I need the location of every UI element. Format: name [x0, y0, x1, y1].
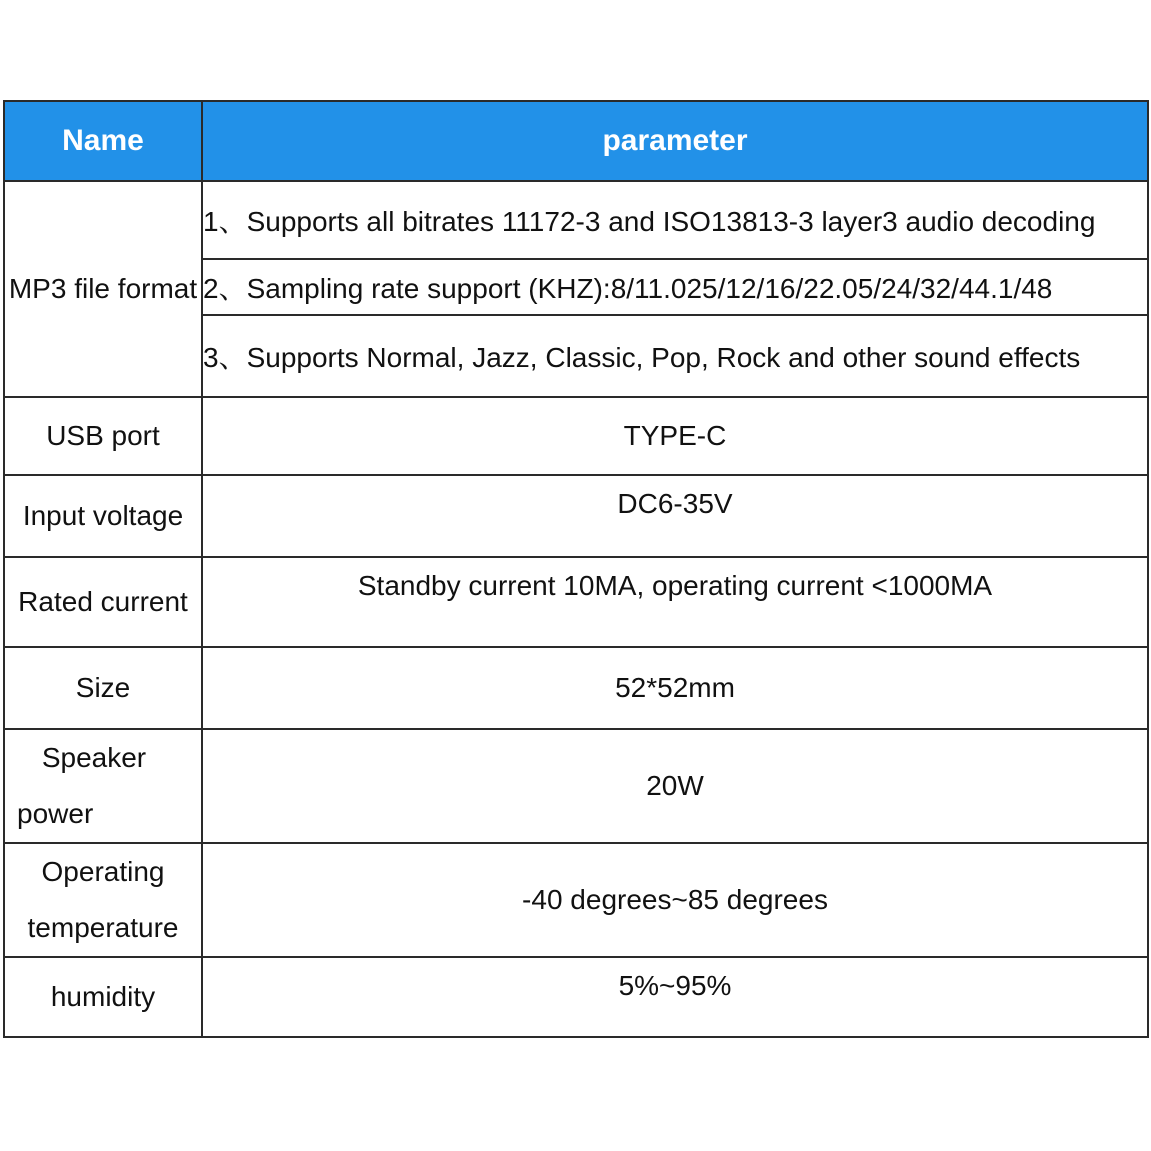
current-name: Rated current	[4, 557, 202, 647]
spec-table	[3, 100, 1149, 1038]
table-row	[4, 843, 1148, 957]
humidity-value: 5%~95%	[202, 957, 1148, 1037]
table-row	[4, 181, 1148, 259]
voltage-name: Input voltage	[4, 475, 202, 557]
table-row	[4, 729, 1148, 843]
current-value: Standby current 10MA, operating current <1000MA	[202, 557, 1148, 647]
table-row	[4, 397, 1148, 475]
mp3-item-1: 1、Supports all bitrates 11172-3 and ISO13813-3 layer3 audio decoding	[202, 181, 1148, 259]
mp3-item-3: 3、Supports Normal, Jazz, Classic, Pop, Rock and other sound effects	[202, 315, 1148, 397]
header-row	[4, 101, 1148, 181]
table-row	[4, 557, 1148, 647]
header-name: Name	[4, 101, 202, 181]
humidity-name: humidity	[4, 957, 202, 1037]
usb-value: TYPE-C	[202, 397, 1148, 475]
temperature-name-line2: temperature	[27, 912, 179, 943]
mp3-name: MP3 file format	[4, 181, 202, 397]
table-row	[4, 647, 1148, 729]
temperature-value: -40 degrees~85 degrees	[202, 843, 1148, 957]
speaker-value: 20W	[202, 729, 1148, 843]
temperature-name	[4, 843, 202, 957]
usb-name: USB port	[4, 397, 202, 475]
speaker-name-line1: Speaker	[41, 742, 147, 773]
size-value: 52*52mm	[202, 647, 1148, 729]
speaker-name	[4, 729, 202, 843]
size-name: Size	[4, 647, 202, 729]
mp3-item-2: 2、Sampling rate support (KHZ):8/11.025/12/16/22.05/24/32/44.1/48	[202, 259, 1148, 315]
speaker-name-line2: power	[17, 798, 94, 829]
table-row	[4, 957, 1148, 1037]
header-parameter: parameter	[202, 101, 1148, 181]
voltage-value: DC6-35V	[202, 475, 1148, 557]
temperature-name-line1: Operating	[41, 856, 165, 887]
table-row	[4, 475, 1148, 557]
